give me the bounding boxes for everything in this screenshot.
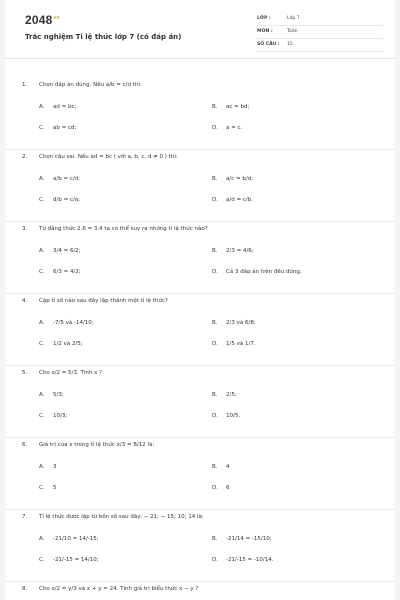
option-text: 10/5. <box>226 413 241 419</box>
question-text: Cho x/2 = y/3 và x + y = 24. Tính giá trị biểu thức x − y ? <box>39 586 199 592</box>
option-text: 6 <box>226 485 230 491</box>
answer-option-b[interactable] <box>212 464 230 470</box>
option-text: 1/2 và 2/5; <box>53 341 83 347</box>
option-letter: C. <box>39 557 45 563</box>
meta-row-class <box>257 14 383 26</box>
question-number: 8. <box>22 586 28 592</box>
answer-option-b[interactable] <box>212 248 254 254</box>
question-number: 1. <box>22 82 28 88</box>
option-text: a = c. <box>226 125 243 131</box>
option-letter: B. <box>212 392 218 398</box>
question-text: Cho x/2 = 5/3. Tính x ? <box>39 370 103 376</box>
answer-option-c[interactable] <box>39 557 99 563</box>
meta-row-subject <box>257 27 383 39</box>
option-text: d/b = c/a; <box>53 197 81 203</box>
option-text: 2/3 và 6/8; <box>226 320 256 326</box>
option-text: a/d = c/b. <box>226 197 253 203</box>
option-text: 2/5; <box>226 392 237 398</box>
option-letter: C. <box>39 341 45 347</box>
answer-option-d[interactable] <box>212 269 302 275</box>
option-text: 3/4 = 6/2; <box>53 248 81 254</box>
meta-label: MÔN : <box>257 29 273 34</box>
option-letter: D. <box>212 413 218 419</box>
option-letter: D. <box>212 485 218 491</box>
option-letter: C. <box>39 485 45 491</box>
question-6 <box>5 438 395 510</box>
option-letter: C. <box>39 197 45 203</box>
option-letter: C. <box>39 125 45 131</box>
answer-option-a[interactable] <box>39 176 80 182</box>
option-letter: B. <box>212 248 218 254</box>
option-text: 3 <box>53 464 57 470</box>
meta-label: SỐ CÂU : <box>257 42 280 47</box>
option-text: 5 <box>53 485 57 491</box>
option-text: Cả 3 đáp án trên đều đúng. <box>226 269 302 275</box>
answer-option-b[interactable] <box>212 176 253 182</box>
meta-value: 15 <box>287 42 293 47</box>
answer-option-c[interactable] <box>39 413 67 419</box>
option-letter: C. <box>39 413 45 419</box>
option-text: 10/3; <box>53 413 68 419</box>
option-letter: B. <box>212 536 218 542</box>
option-letter: A. <box>39 320 45 326</box>
question-1 <box>5 78 395 150</box>
option-text: 6/3 = 4/2; <box>53 269 81 275</box>
answer-option-a[interactable] <box>39 320 94 326</box>
logo-text: 2048 <box>25 13 53 27</box>
meta-value: Toán <box>287 29 298 34</box>
answer-option-d[interactable] <box>212 341 256 347</box>
option-letter: B. <box>212 176 218 182</box>
meta-row-count <box>257 40 383 52</box>
option-text: -21/-15 = -10/14. <box>226 557 274 563</box>
question-text: Cặp tỉ số nào sau đây lập thành một tỉ lệ thức? <box>39 298 168 304</box>
option-letter: A. <box>39 248 45 254</box>
answer-option-d[interactable] <box>212 485 230 491</box>
option-text: -21/-15 = 14/10; <box>53 557 99 563</box>
option-letter: C. <box>39 269 45 275</box>
document-header <box>5 0 395 59</box>
answer-option-b[interactable] <box>212 104 249 110</box>
site-logo[interactable] <box>25 13 60 27</box>
option-letter: D. <box>212 557 218 563</box>
option-text: -21/14 = -15/10; <box>226 536 272 542</box>
option-text: -21/10 = 14/-15; <box>53 536 99 542</box>
answer-option-d[interactable] <box>212 197 253 203</box>
answer-option-c[interactable] <box>39 269 81 275</box>
page-title: Trắc nghiệm Tỉ lệ thức lớp 7 (có đáp án) <box>25 33 182 41</box>
question-number: 7. <box>22 514 28 520</box>
option-text: -7/5 và -14/10; <box>53 320 94 326</box>
answer-option-b[interactable] <box>212 536 272 542</box>
answer-option-a[interactable] <box>39 104 76 110</box>
meta-label: LỚP : <box>257 16 271 21</box>
option-letter: D. <box>212 341 218 347</box>
question-number: 5. <box>22 370 28 376</box>
option-letter: A. <box>39 392 45 398</box>
question-7 <box>5 510 395 582</box>
answer-option-d[interactable] <box>212 413 240 419</box>
question-list <box>5 78 395 600</box>
answer-option-a[interactable] <box>39 464 57 470</box>
answer-option-a[interactable] <box>39 536 99 542</box>
document-page <box>5 0 395 600</box>
answer-option-d[interactable] <box>212 125 242 131</box>
option-letter: A. <box>39 464 45 470</box>
option-letter: B. <box>212 464 218 470</box>
question-2 <box>5 150 395 222</box>
option-letter: D. <box>212 197 218 203</box>
option-text: a/b = c/d; <box>53 176 81 182</box>
question-number: 4. <box>22 298 28 304</box>
question-text: Từ đẳng thức 2.6 = 3.4 ta có thể suy ra những tỉ lệ thức nào? <box>39 226 208 232</box>
answer-option-c[interactable] <box>39 125 76 131</box>
option-letter: B. <box>212 104 218 110</box>
option-text: ab = cd; <box>53 125 77 131</box>
option-text: a/c = b/d; <box>226 176 254 182</box>
question-text: Tỉ lệ thức được lập từ bốn số sau đây: − 21; − 15; 10; 14 là: <box>39 514 204 520</box>
answer-option-b[interactable] <box>212 320 256 326</box>
question-number: 3. <box>22 226 28 232</box>
option-text: ad = bc; <box>53 104 77 110</box>
option-text: 1/5 và 1/7. <box>226 341 256 347</box>
question-4 <box>5 294 395 366</box>
question-number: 2. <box>22 154 28 160</box>
meta-info <box>257 14 383 53</box>
question-number: 6. <box>22 442 28 448</box>
option-text: ac = bd; <box>226 104 250 110</box>
question-text: Chọn đáp án đúng. Nếu a/b = c/d thì: <box>39 82 142 88</box>
answer-option-c[interactable] <box>39 197 80 203</box>
answer-option-c[interactable] <box>39 485 57 491</box>
option-text: 5/3; <box>53 392 64 398</box>
option-letter: A. <box>39 176 45 182</box>
answer-option-b[interactable] <box>212 392 237 398</box>
logo-suffix: vn <box>53 15 60 21</box>
answer-option-d[interactable] <box>212 557 274 563</box>
meta-value: Lớp 7 <box>287 16 300 21</box>
answer-option-c[interactable] <box>39 341 83 347</box>
question-5 <box>5 366 395 438</box>
question-8 <box>5 582 395 600</box>
answer-option-a[interactable] <box>39 248 81 254</box>
option-text: 2/3 = 4/6; <box>226 248 254 254</box>
option-letter: A. <box>39 104 45 110</box>
option-letter: B. <box>212 320 218 326</box>
option-text: 4 <box>226 464 230 470</box>
question-text: Giá trị của x trong tỉ lệ thức x/3 = 8/12 là: <box>39 442 155 448</box>
option-letter: D. <box>212 125 218 131</box>
question-text: Chọn câu sai. Nếu ad = bc ( với a, b, c, d ≠ 0 ) thì: <box>39 154 178 160</box>
question-3 <box>5 222 395 294</box>
answer-option-a[interactable] <box>39 392 64 398</box>
option-letter: D. <box>212 269 218 275</box>
option-letter: A. <box>39 536 45 542</box>
